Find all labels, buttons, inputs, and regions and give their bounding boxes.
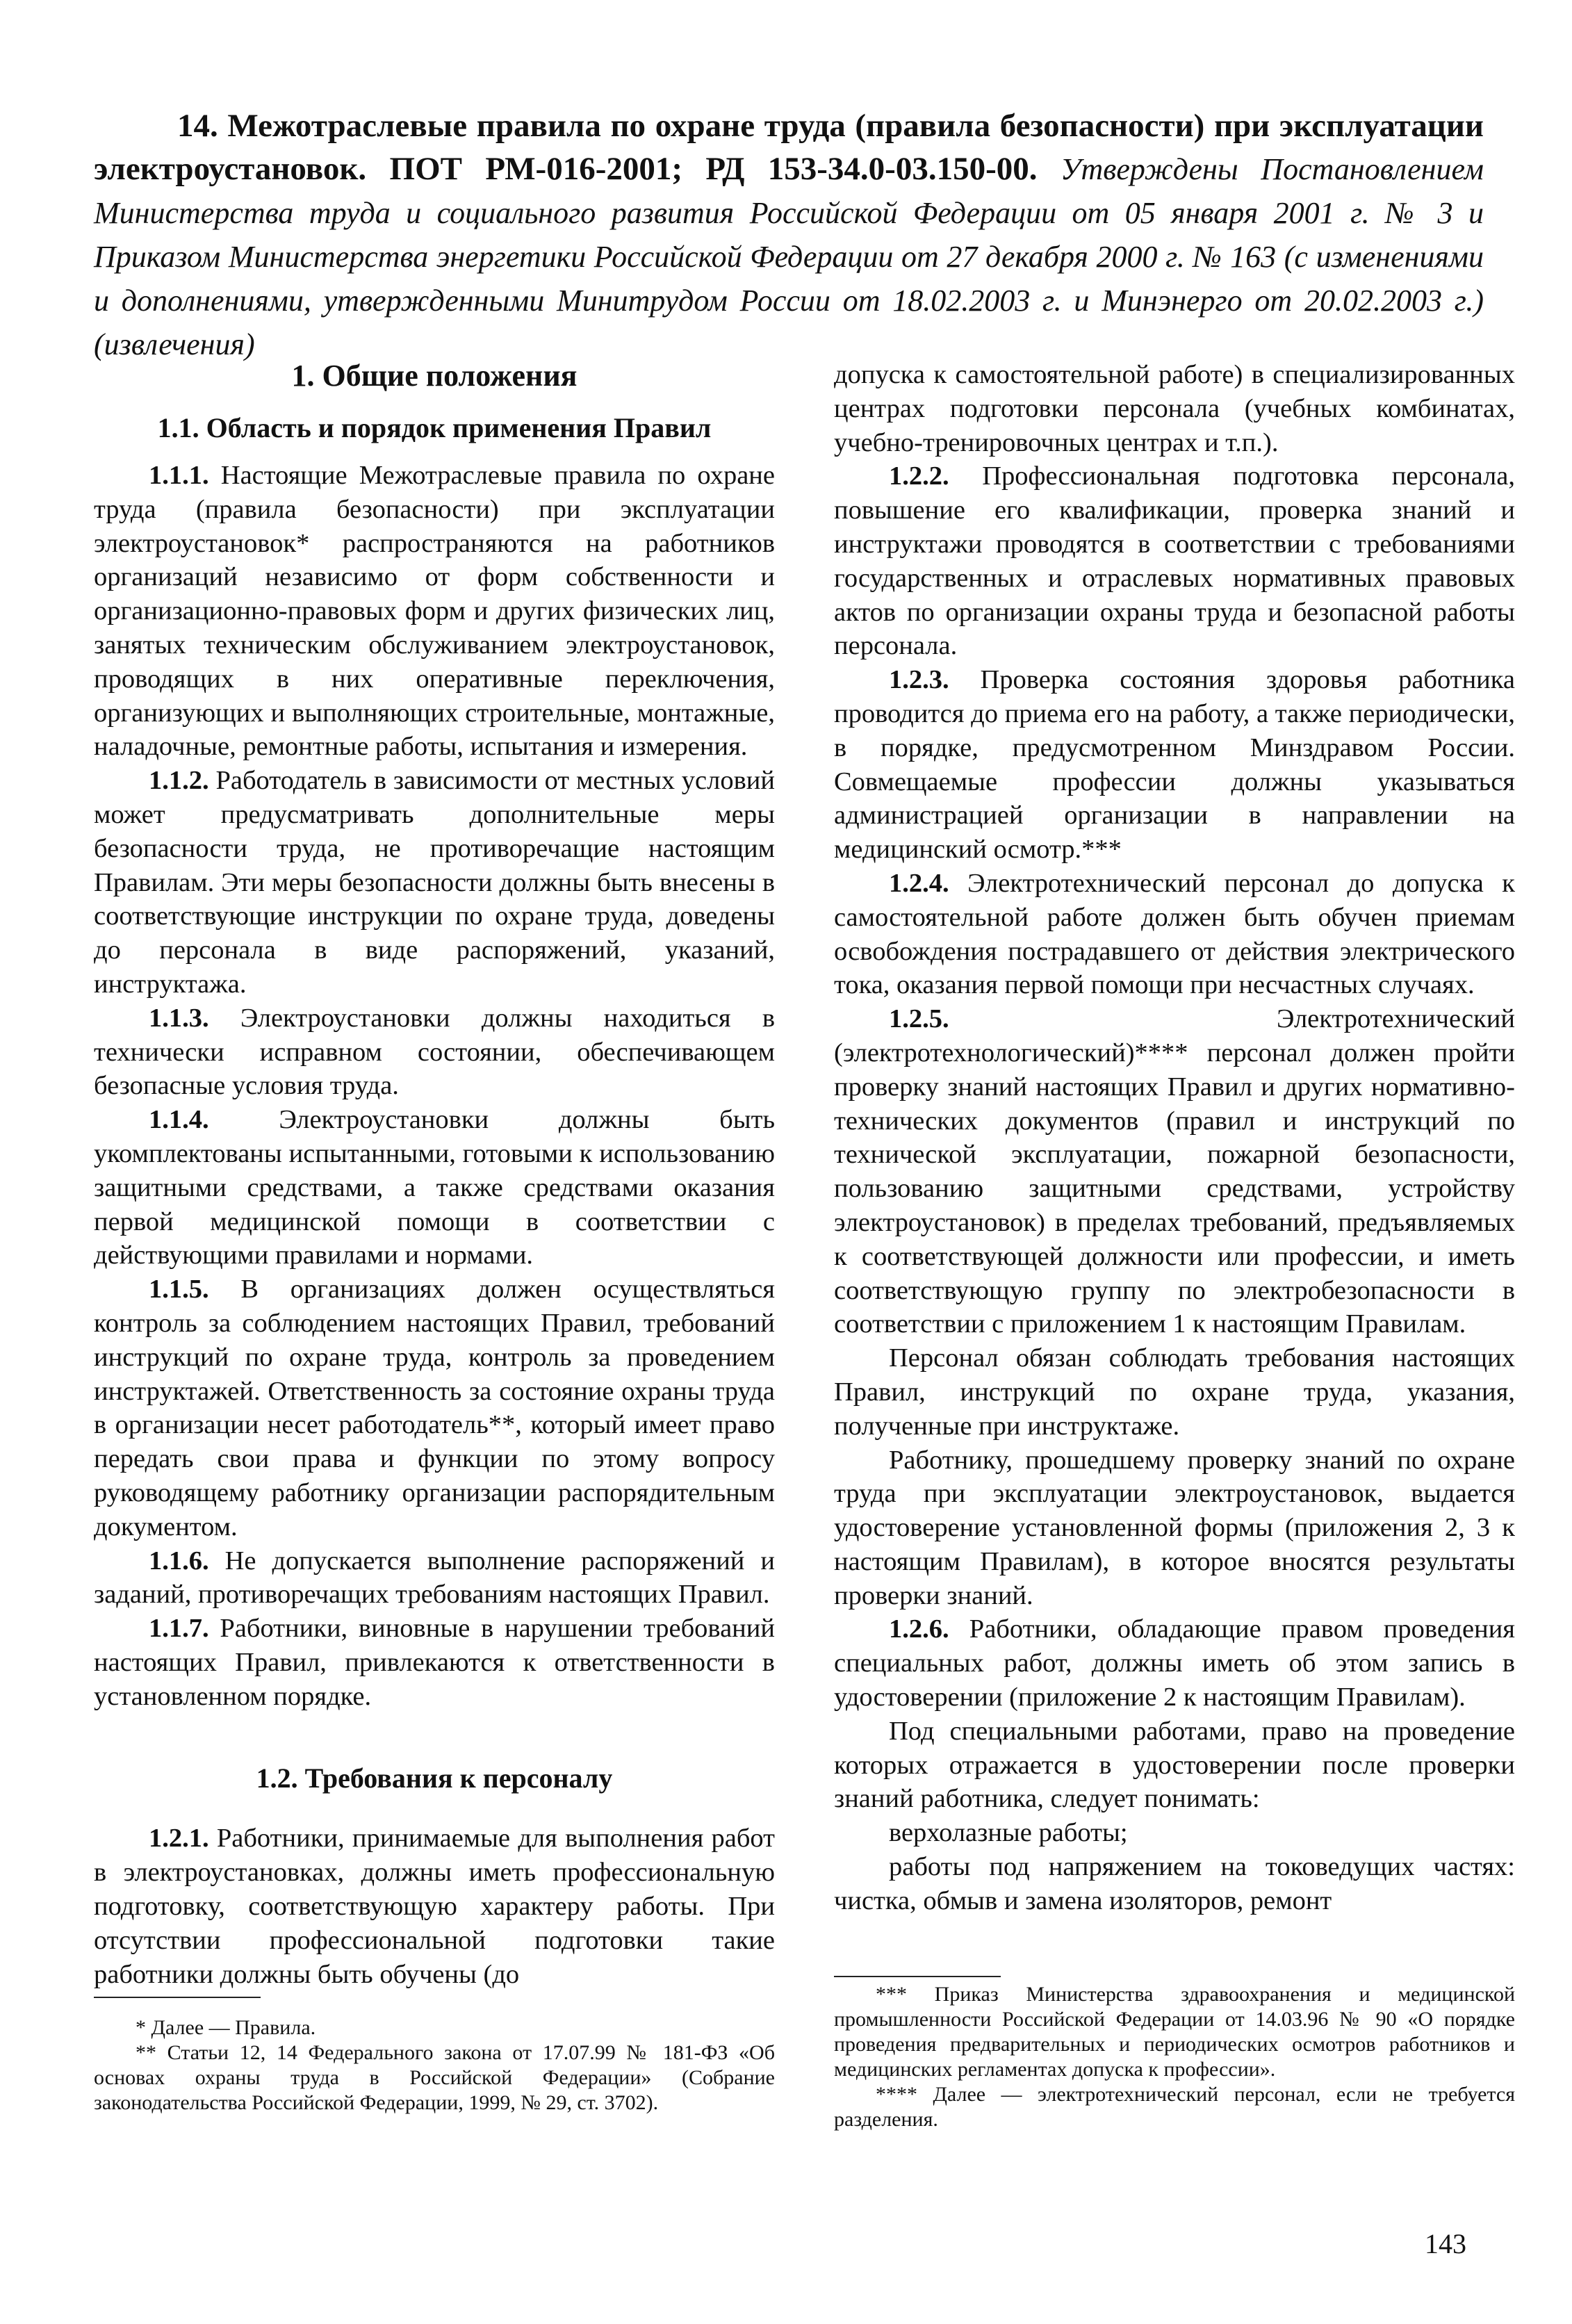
footnote-1: * Далее — Правила. [136, 2016, 316, 2039]
paragraph-personnel: Персонал обязан соблюдать требования настоящих Правил, инструкций по охране труда, указания, полученные при инструктаже. [834, 1343, 1515, 1441]
footnote-2: ** Статьи 12, 14 Федерального закона от 17.07.99 № 181-ФЗ «Об основах охраны труда в Российской Федерации» (Собрание законодательства Российской Федерации, 1999, № 29, ст. 3702). [94, 2041, 775, 2114]
paragraph-1-2-6: 1.2.6. Работники, обладающие правом проведения специальных работ, должны иметь об этом запись в удостоверении (приложение 2 к настоящим Правилам). [834, 1614, 1515, 1712]
paragraph-1-2-5: 1.2.5. Электротехнический (электротехнологический)**** персонал должен пройти проверку знаний настоящих Правил и других нормативно-технических документов (правил и инструкций по технической эксплуатации, пожарной безопасности, пользованию защитными средствами, устройству электроустановок) в пределах требований, предъявляемых к соответствующей должности или профессии, и иметь соответствующую группу по электробезопасности в соответствии с приложением 1 к настоящим Правилам. [834, 1004, 1515, 1339]
paragraph-worker: Работнику, прошедшему проверку знаний по охране труда при эксплуатации электроустановок, выдается удостоверение установленной формы (приложения 2, 3 к настоящим Правилам), в которое вносятся результаты проверки знаний. [834, 1445, 1515, 1610]
paragraph-1-1-5: 1.1.5. В организациях должен осуществляться контроль за соблюдением настоящих Правил, требований инструкций по охране труда, контроль за проведением инструктажей. Ответственность за состояние охраны труда в организации несет работодатель**, который имеет право передать свои права и функции по этому вопросу руководящему работнику организации распорядительным документом. [94, 1275, 775, 1541]
title-bold: Межотраслевые правила по охране труда (правила безопасности) при эксплуатации электроустановок. ПОТ РМ-016-2001; РД 153-34.0-03.150-00. [94, 108, 1484, 187]
paragraph-voltage: работы под напряжением на токоведущих частях: чистка, обмыв и замена изоляторов, ремонт [834, 1852, 1515, 1915]
title-number: 14. [177, 108, 218, 144]
footnote-rule-right [834, 1976, 1001, 1977]
subsection-heading: 1.2. Требования к персоналу [256, 1762, 613, 1794]
footnote-3: *** Приказ Министерства здравоохранения и медицинской промышленности Российской Федерации от 14.03.96 № 90 «О порядке проведения предварительных и периодических осмотров работников и медицинских регламентах допуска к профессии». [834, 1983, 1515, 2081]
paragraph-1-1-3: 1.1.3. Электроустановки должны находиться в технически исправном состоянии, обеспечивающем безопасные условия труда. [94, 1003, 775, 1101]
paragraph-1-2-4: 1.2.4. Электротехнический персонал до допуска к самостоятельной работе должен быть обучен приемам освобождения пострадавшего от действия электрического тока, оказания первой помощи при несчастных случаях. [834, 868, 1515, 1000]
paragraph-1-1-1: 1.1.1. Настоящие Межотраслевые правила по охране труда (правила безопасности) при эксплуатации электроустановок* распространяются на работников организаций независимо от форм собственности и организационно-правовых форм и других физических лиц, занятых техническим обслуживанием электроустановок, проводящих в них оперативные переключения, организующих и выполняющих строительные, монтажные, наладочные, ремонтные работы, испытания и измерения. [94, 461, 775, 762]
paragraph-special-works: Под специальными работами, право на проведение которых отражается в удостоверении после проверки знаний работника, следует понимать: [834, 1716, 1515, 1814]
paragraph-1-1-6: 1.1.6. Не допускается выполнение распоряжений и заданий, противоречащих требованиям настоящих Правил. [94, 1546, 775, 1610]
footnotes-right [834, 1982, 1515, 2132]
page-number: 143 [1425, 2228, 1466, 2259]
paragraph-heights: верхолазные работы; [889, 1818, 1128, 1848]
left-column [94, 354, 775, 1991]
paragraph-1-2-1-continued: допуска к самостоятельной работе) в специализированных центрах подготовки персонала (учебных комбинатах, учебно-тренировочных центрах и т.п.). [834, 360, 1515, 457]
paragraph-1-1-2: 1.1.2. Работодатель в зависимости от местных условий может предусматривать дополнительные меры безопасности труда, не противоречащие настоящим Правилам. Эти меры безопасности должны быть внесены в соответствующие инструкции по охране труда, доведены до персонала в виде распоряжений, указаний, инструктажа. [94, 766, 775, 999]
right-column [834, 358, 1515, 1918]
paragraph-1-1-7: 1.1.7. Работники, виновные в нарушении требований настоящих Правил, привлекаются к ответственности в установленном порядке. [94, 1614, 775, 1711]
subsection-heading: 1.1. Область и порядок применения Правил [157, 412, 712, 443]
footnote-rule-left [94, 1997, 261, 1998]
section-heading: 1. Общие положения [291, 359, 578, 393]
paragraph-1-1-4: 1.1.4. Электроустановки должны быть укомплектованы испытанными, готовыми к использованию защитными средствами, а также средствами оказания первой медицинской помощи в соответствии с действующими правилами и нормами. [94, 1105, 775, 1270]
paragraph-1-2-2: 1.2.2. Профессиональная подготовка персонала, повышение его квалификации, проверка знаний и инструктажи проводятся в соответствии с требованиями государственных и отраслевых нормативных правовых актов по организации охраны труда и безопасной работы персонала. [834, 461, 1515, 661]
title-italic: Утверждены Постановлением Министерства труда и социального развития Российской Федерации от 05 января 2001 г. № 3 и Приказом Министерства энергетики Российской Федерации от 27 декабря 2000 г. № 163 (с изменениями и дополнениями, утвержденными Минитрудом России от 18.02.2003 г. и Минэнерго от 20.02.2003 г.) (извлечения) [94, 152, 1484, 361]
footnotes-left [94, 2015, 775, 2116]
paragraph-1-2-3: 1.2.3. Проверка состояния здоровья работника проводится до приема его на работу, а также периодически, в порядке, предусмотренном Минздравом России. Совмещаемые профессии должны указываться администрацией организации в направлении на медицинский осмотр.*** [834, 665, 1515, 865]
paragraph-1-2-1: 1.2.1. Работники, принимаемые для выполнения работ в электроустановках, должны иметь профессиональную подготовку, соответствующую характеру работы. При отсутствии профессиональной подготовки такие работники должны быть обучены (до [94, 1824, 775, 1989]
document-title-block [94, 104, 1484, 366]
footnote-4: **** Далее — электротехнический персонал, если не требуется разделения. [834, 2083, 1515, 2131]
